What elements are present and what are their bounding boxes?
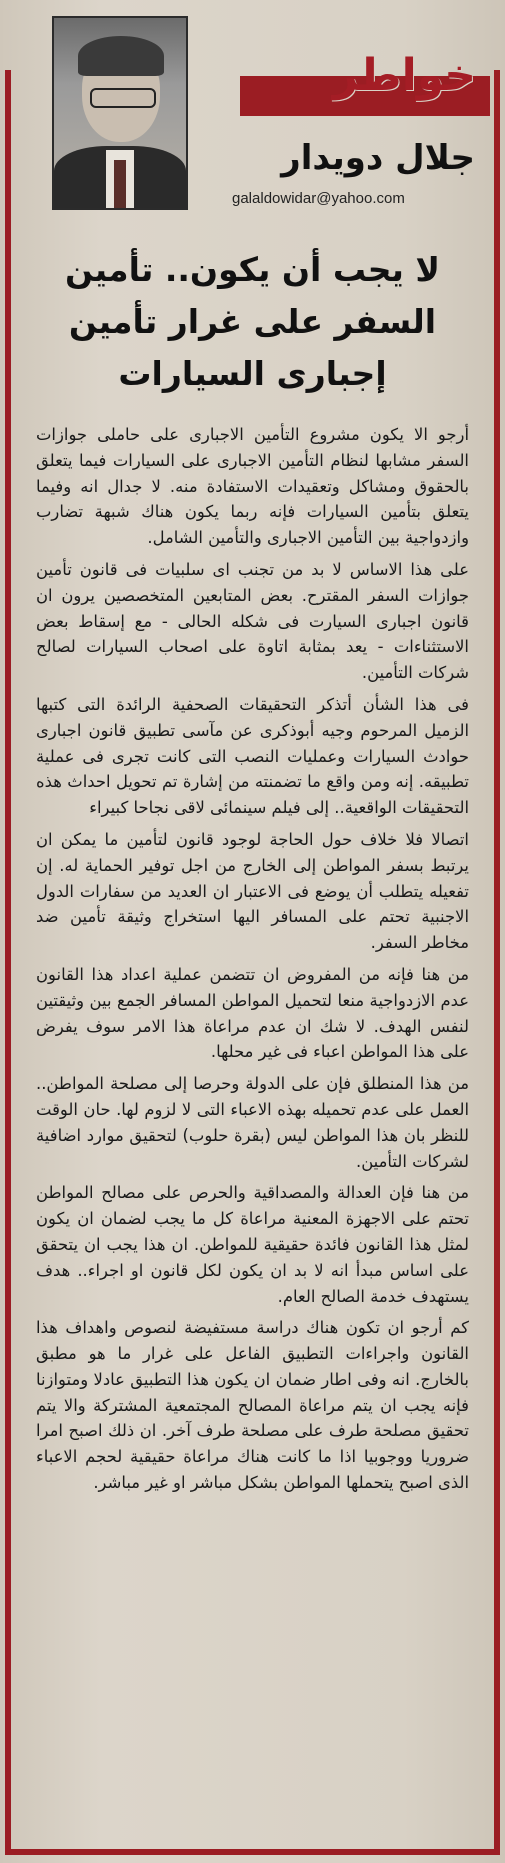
column-header [10,8,495,218]
column-name: خواطر [332,50,476,101]
column-border [5,70,500,1855]
column-brand [255,28,490,128]
author-name: جلال دويدار [281,138,475,178]
photo-glasses [90,88,156,108]
author-photo [52,16,188,210]
paragraph: على هذا الاساس لا بد من تجنب اى سلبيات فى قانون تأمين جوازات السفر المقترح. بعض المتابعين المتخصصين يرون ان قانون اجبارى السيارت فى شكله الحالى - مع إسقاط بعض الاستثناءات - يعد بمثابة اتاوة على اصحاب السيارات لصالح شركات التأمين. [36,559,469,683]
paragraph: من هذا المنطلق فإن على الدولة وحرصا إلى مصلحة المواطن.. العمل على عدم تحميله بهذه الاعباء التى لا لزوم لها. حان الوقت للنظر بان هذا المواطن ليس (بقرة حلوب) لتحقيق موارد اضافية لشركات التأمين. [36,1074,469,1171]
paragraph: أرجو الا يكون مشروع التأمين الاجبارى على حاملى جوازات السفر مشابها لنظام التأمين الاجبارى على السيارات فيما يتعلق بالحقوق ومشاكل وتعقيدات الاستفادة منه. لا جدال انه وفيما يتعلق بتأمين السيارات فإنه ربما يكون هناك شبهة تضارب وازدواجية بين التأمين الاجبارى والتأمين الشامل. [36,425,469,548]
paragraph: من هنا فإنه من المفروض ان تتضمن عملية اعداد هذا القانون عدم الازدواجية منعا لتحميل المواطن المسافر الجمع بين وثيقتين لنفس الهدف. لا شك ان عدم مراعاة هذا الامر سوف يفرض على هذا المواطن اعباء فى غير محلها. [36,964,469,1062]
paragraph: اتصالا فلا خلاف حول الحاجة لوجود قانون لتأمين ما يمكن ان يرتبط بسفر المواطن إلى الخارج من اجل توفير الحماية له. إن تفعيله يتطلب أن يوضع فى الاعتبار ان العديد من سفارات الدول الاجنبية تحتم على المسافر اليها استخراج وثيقة تأمين ضد مخاطر السفر. [36,829,469,953]
photo-tie [114,160,126,208]
photo-hair [78,36,164,76]
author-email: galaldowidar@yahoo.com [232,190,405,207]
paragraph: فى هذا الشأن أتذكر التحقيقات الصحفية الرائدة التى كتبها الزميل المرحوم وجيه أبوذكرى عن مآسى تطبيق قانون اجبارى حوادث السيارات وعمليات النصب التى كانت تجرى فى عملية تطبيقه. إنه ومن واقع ما تضمنته من إشارة تم تحويل احداث هذه التحقيقات الواقعية.. إلى فيلم سينمائى لاقى نجاحا كبيراء [36,694,469,818]
article-headline: لا يجب أن يكون.. تأمين السفر على غرار تأمين إجبارى السيارات [64,250,440,393]
paragraph: من هنا فإن العدالة والمصداقية والحرص على مصالح المواطن تحتم على الاجهزة المعنية مراعاة كل ما يجب لضمان ان يكون لمثل هذا القانون فائدة حقيقية للمواطن. ان هذا يجب ان يتحقق على اساس مبدأ انه لا بد ان يكون لكل قانون او اجراء.. هدف يستهدف خدمة الصالح العام. [36,1183,469,1306]
paragraph: كم أرجو ان تكون هناك دراسة مستفيضة لنصوص واهداف هذا القانون واجراءات التطبيق الفاعل على غرار ما هو مطبق بالخارج. انه وفى اطار ضمان ان يكون هذا التطبيق عادلا ومتوازنا فإنه يجب ان يتم مراعاة المصالح المجتمعية المشتركة والا يتم تحقيق مصلحة طرف على مصلحة طرف آخر. ان ذلك اصبح امرا ضروريا ووجوبيا اذا ما كانت هناك مراعاة حقيقية لحجم الاعباء الذى اصبح يتحملها المواطن بشكل مباشر او غير مباشر. [36,1318,469,1493]
